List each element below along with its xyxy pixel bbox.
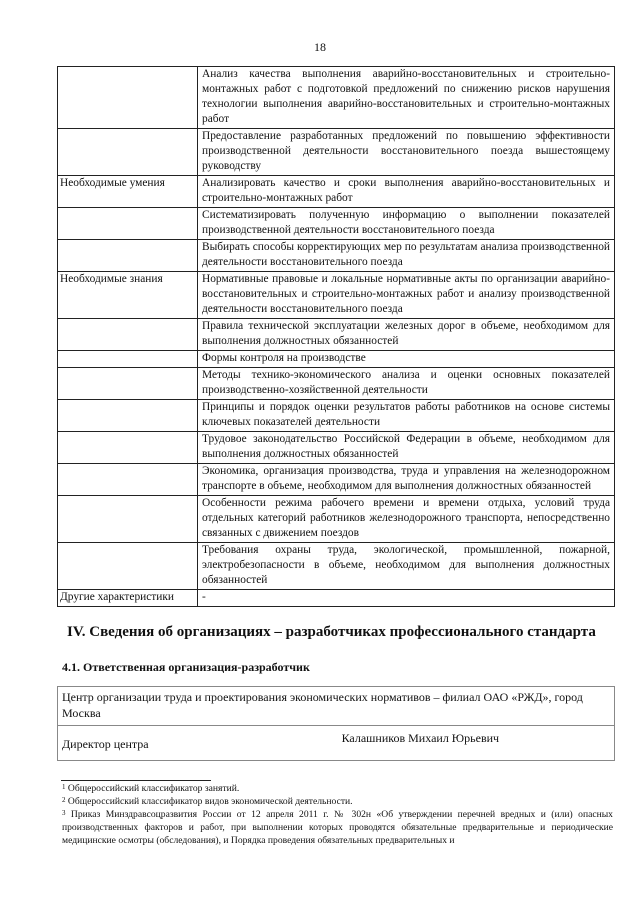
description-cell: Особенности режима рабочего времени и времени отдыха, условий труда отдельных категорий работников железнодорожного транспорта, непосредственно связанных с движением поездов <box>198 496 615 543</box>
table-row <box>58 496 615 543</box>
description-cell: Предоставление разработанных предложений по повышению эффективности производственной деятельности восстановительного поезда вышестоящему руководству <box>198 129 615 176</box>
description-cell: - <box>198 590 615 607</box>
category-cell: Другие характеристики <box>58 590 198 607</box>
category-cell: Необходимые знания <box>58 272 198 319</box>
footnote-separator <box>61 780 211 781</box>
category-cell <box>58 67 198 129</box>
table-row <box>58 368 615 400</box>
footnotes <box>62 782 613 847</box>
category-cell <box>58 319 198 351</box>
description-cell: Нормативные правовые и локальные нормативные акты по организации аварийно-восстановительных и строительно-монтажных работ и анализу производственной деятельности восстановительного поезда <box>198 272 615 319</box>
category-cell <box>58 543 198 590</box>
org-name: Центр организации труда и проектирования экономических нормативов – филиал ОАО «РЖД», город Москва <box>58 687 615 726</box>
section-heading: IV. Сведения об организациях – разработчиках профессионального стандарта <box>67 624 596 640</box>
table-row <box>58 272 615 319</box>
table-row <box>58 208 615 240</box>
description-cell: Экономика, организация производства, труда и управления на железнодорожном транспорте в объеме, необходимом для выполнения должностных обязанностей <box>198 464 615 496</box>
category-cell <box>58 240 198 272</box>
table-row <box>58 432 615 464</box>
description-cell: Правила технической эксплуатации железных дорог в объеме, необходимом для выполнения должностных обязанностей <box>198 319 615 351</box>
category-cell <box>58 351 198 368</box>
competency-table <box>57 66 615 607</box>
developer-org-table <box>57 686 615 761</box>
footnote: $^3$ Приказ Минздравсоцразвития России от 12 апреля 2011 г. № 302н «Об утверждении перечней вредных и (или) опасных производственных факторов и работ, при выполнении которых проводятся обязательные предварительные и периодические медицинские осмотры (обследования), и Порядка проведения обязательных предварительных и <box>62 809 613 846</box>
director-name: Калашников Михаил Юрьевич <box>341 731 500 745</box>
category-cell <box>58 432 198 464</box>
description-cell: Анализ качества выполнения аварийно-восстановительных и строительно-монтажных работ с подготовкой предложений по снижению рисков нарушения технологии выполнения аварийно-восстановительных и строительно-монтажных работ <box>198 67 615 129</box>
category-cell <box>58 400 198 432</box>
category-cell <box>58 464 198 496</box>
table-row <box>58 67 615 129</box>
description-cell: Систематизировать полученную информацию о выполнении показателей производственной деятельности восстановительного поезда <box>198 208 615 240</box>
description-cell: Выбирать способы корректирующих мер по результатам анализа производственной деятельности восстановительного поезда <box>198 240 615 272</box>
category-cell <box>58 208 198 240</box>
org-name-row <box>58 687 615 726</box>
table-row <box>58 240 615 272</box>
footnote: $^1$ Общероссийский классификатор занятий. <box>62 783 240 794</box>
page-number: 18 <box>314 40 326 54</box>
category-cell <box>58 368 198 400</box>
footnote: $^2$ Общероссийский классификатор видов экономической деятельности. <box>62 796 353 807</box>
subsection-heading: 4.1. Ответственная организация-разработчик <box>62 660 310 674</box>
director-title: Директор центра <box>62 737 149 751</box>
table-row <box>58 176 615 208</box>
table-row <box>58 464 615 496</box>
description-cell: Принципы и порядок оценки результатов работы работников на основе системы ключевых показателей деятельности <box>198 400 615 432</box>
director-row <box>58 726 615 761</box>
description-cell: Анализировать качество и сроки выполнения аварийно-восстановительных и строительно-монтажных работ <box>198 176 615 208</box>
description-cell: Требования охраны труда, экологической, промышленной, пожарной, электробезопасности в объеме, необходимом для выполнения должностных обязанностей <box>198 543 615 590</box>
table-row <box>58 543 615 590</box>
table-row <box>58 319 615 351</box>
table-row <box>58 400 615 432</box>
table-row <box>58 129 615 176</box>
table-row <box>58 590 615 607</box>
table-row <box>58 351 615 368</box>
description-cell: Формы контроля на производстве <box>198 351 615 368</box>
description-cell: Методы технико-экономического анализа и оценки основных показателей производственно-хозяйственной деятельности <box>198 368 615 400</box>
category-cell <box>58 129 198 176</box>
description-cell: Трудовое законодательство Российской Федерации в объеме, необходимом для выполнения должностных обязанностей <box>198 432 615 464</box>
category-cell: Необходимые умения <box>58 176 198 208</box>
category-cell <box>58 496 198 543</box>
